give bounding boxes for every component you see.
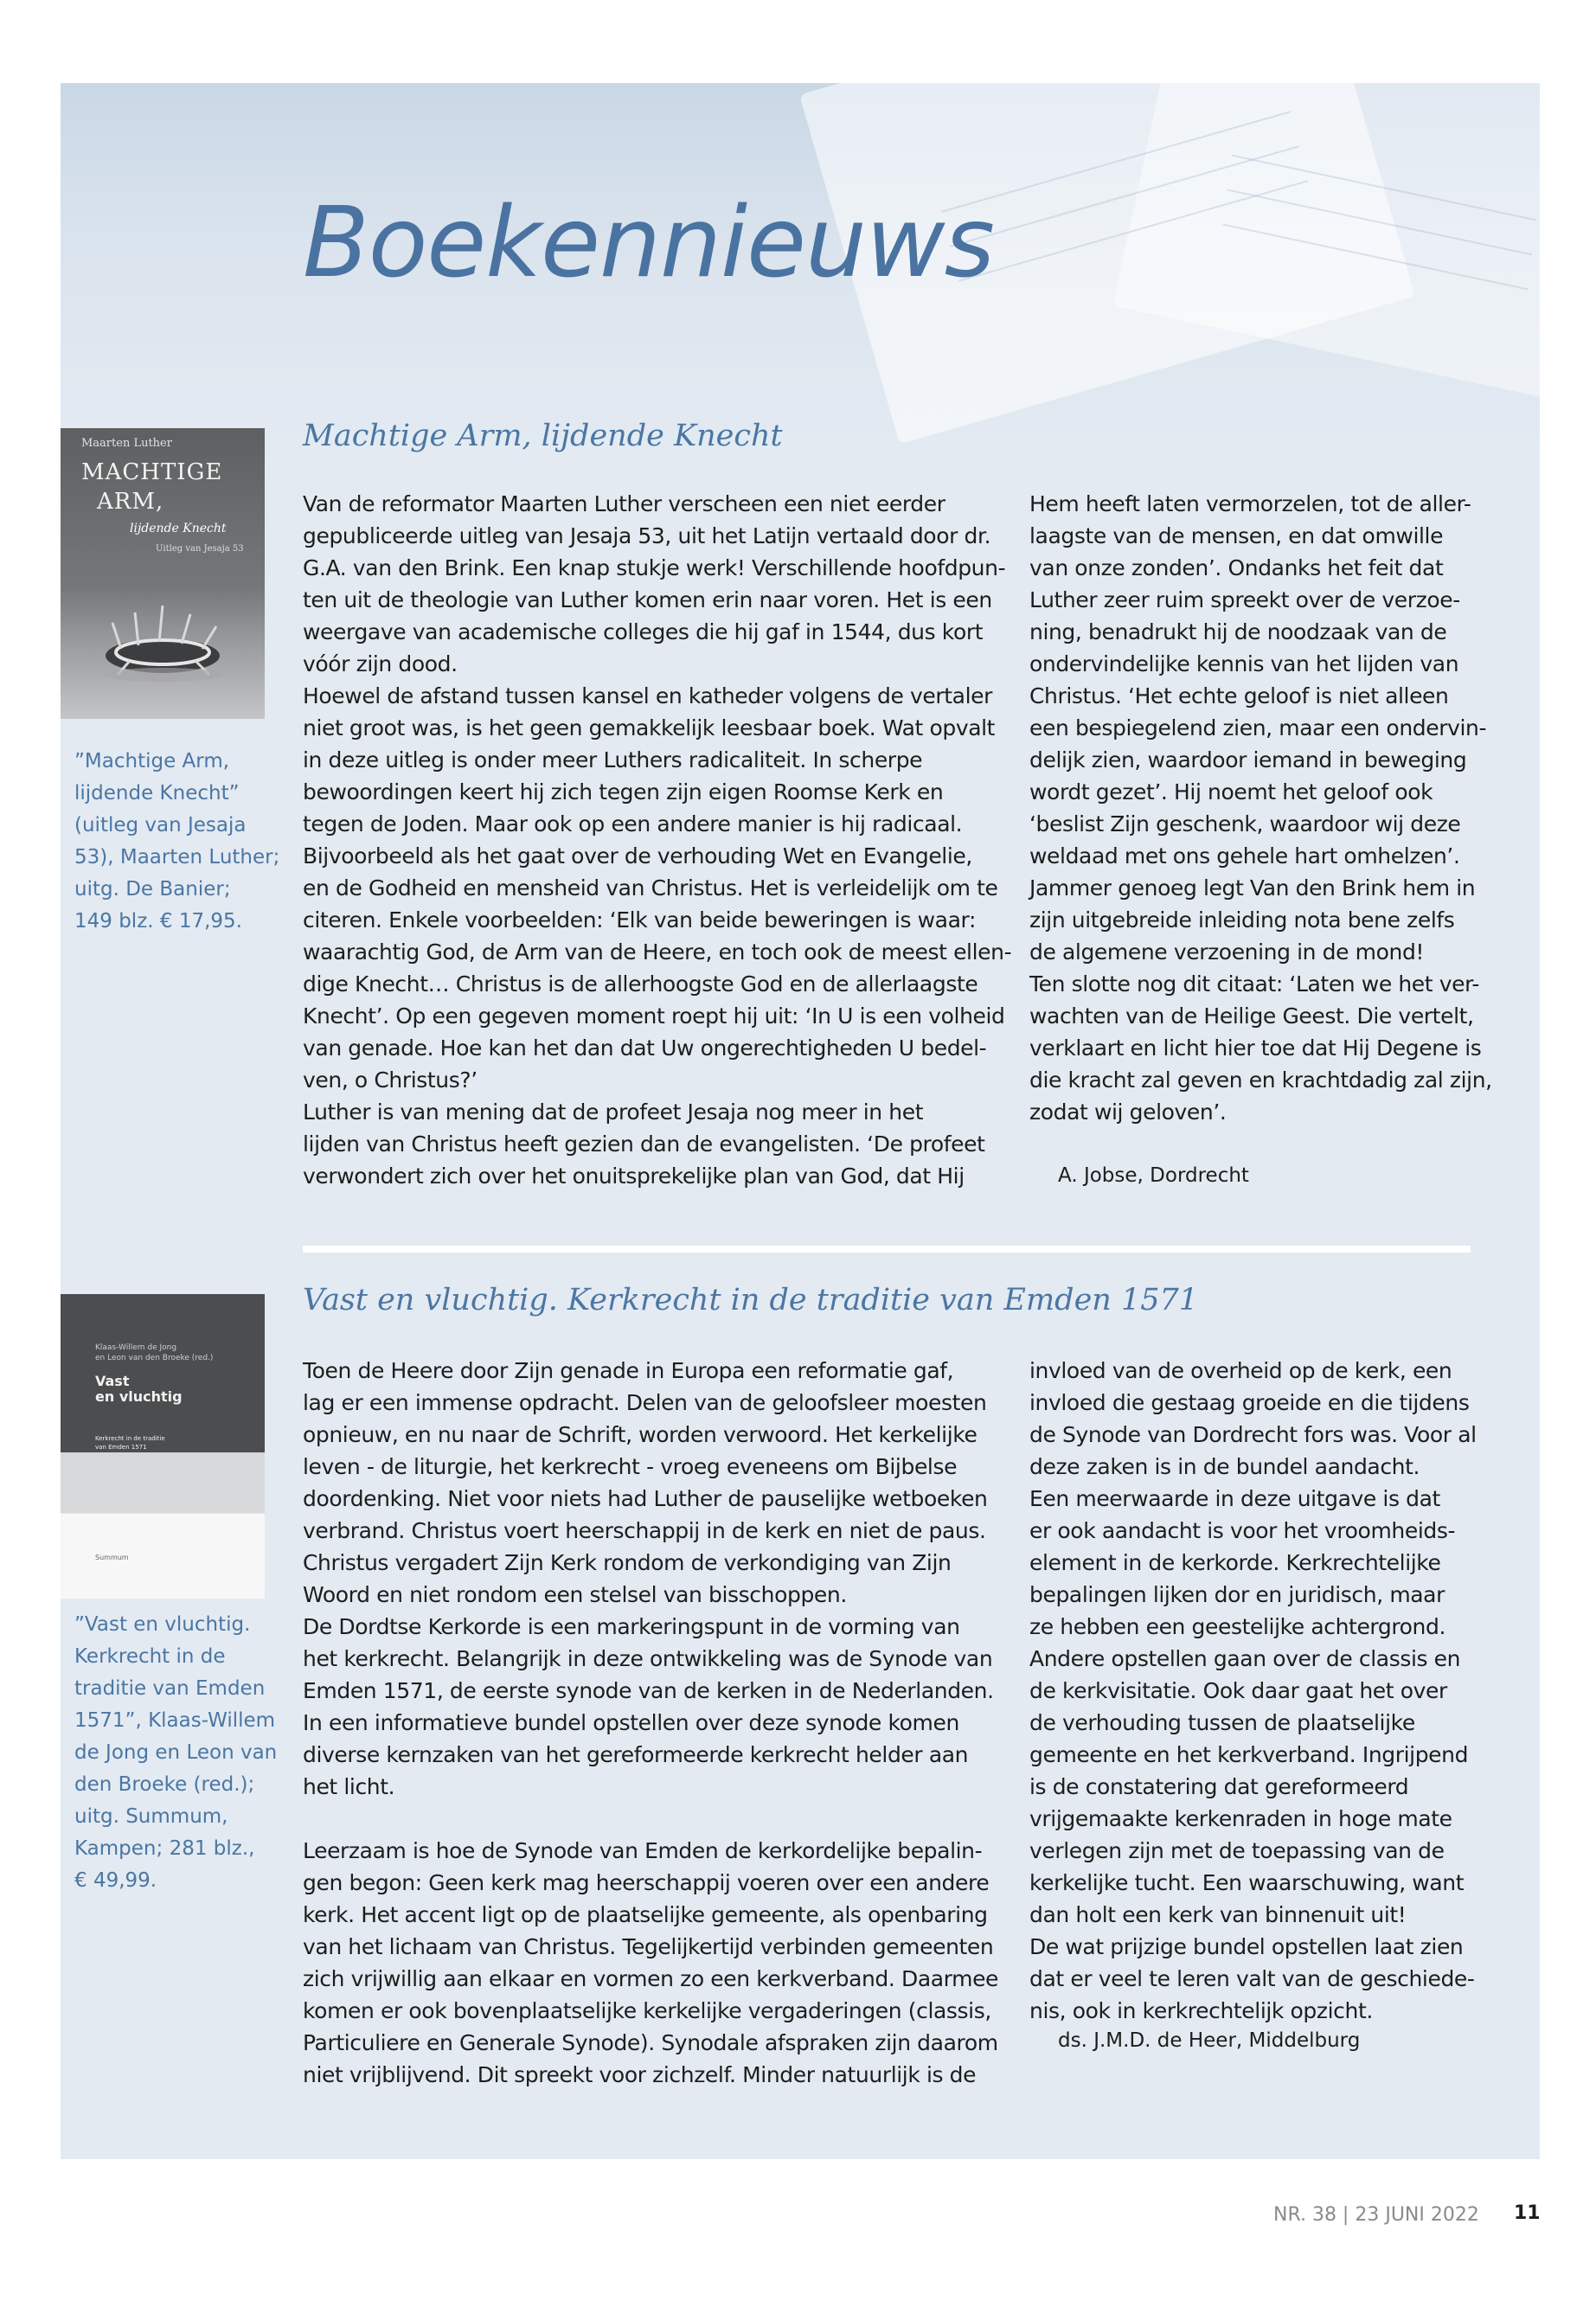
cover-small-text: Uitleg van Jesaja 53 [156, 544, 244, 554]
article-body-column: Van de reformator Maarten Luther verscheen een niet eerder gepubliceerde uitleg van Jesaja 53, uit het Latijn vertaald door dr. G.A. van den Brink. Een knap stukje werk! Verschillende hoofdpun- ten uit de theologie van Luther komen erin naar voren. Het is een weergave van academische colleges die hij gaf in 1544, dus kort vóór zijn dood. Hoewel de afstand tussen kansel en katheder volgens de vertaler niet groot was, is het geen gemakkelijk leesbaar boek. Wat opvalt in deze uitleg is onder meer Luthers radicaliteit. In scherpe bewoordingen keert hij zich tegen zijn eigen Roomse Kerk en tegen de Joden. Maar ook op een andere manier is hij radicaal. Bijvoorbeeld als het gaat over de verhouding Wet en Evangelie, en de Godheid en mensheid van Christus. Het is verleidelijk om te citeren. Enkele voorbeelden: ‘Elk van beide beweringen is waar: waarachtig God, de Arm van de Heere, en toch ook de meest ellen- dige Knecht… Christus is de allerhoogste God en de allerlaagste Knecht’. Op een gegeven moment roept hij uit: ‘In U is een volheid van genade. Hoe kan het dan dat Uw ongerechtigheden U bedel- ven, o Christus?’ Luther is van mening dat de profeet Jesaja nog meer in het lijden van Christus heeft gezien dan de evangelisten. ‘De profeet verwondert zich over het onuitsprekelijke plan van God, dat Hij [303, 491, 1012, 1189]
article-body-column: Hem heeft laten vermorzelen, tot de aller- laagste van de mensen, en dat omwille van onze zonden’. Ondanks het feit dat Luther zeer ruim spreekt over de verzoe- ning, benadrukt hij de noodzaak van de ondervindelijke kennis van het lijden van Christus. ‘Het echte geloof is niet alleen een bespiegelend zien, maar een ondervin- delijk zien, waardoor iemand in beweging wordt gezet’. Hij noemt het geloof ook ‘beslist Zijn geschenk, waardoor wij deze weldaad met ons gehele hart omhelzen’. Jammer genoeg legt Van den Brink hem in zijn uitgebreide inleiding nota bene zelfs de algemene verzoening in de mond! Ten slotte nog dit citaat: ‘Laten we het ver- wachten van de Heilige Geest. Die vertelt, verklaart en licht hier toe dat Hij Degene is die kracht zal geven en krachtdadig zal zijn, zodat wij geloven’. [1029, 491, 1492, 1125]
book-cover-vast-en-vluchtig [61, 1294, 265, 1599]
article-body-column: invloed van de overheid op de kerk, een invloed die gestaag groeide en die tijdens de Synode van Dordrecht fors was. Voor al deze zaken is in de bundel aandacht. Een meerwaarde in deze uitgave is dat er ook aandacht is voor het vroomheids- element in de kerkorde. Kerkrechtelijke bepalingen lijken dor en juridisch, maar ze hebben een geestelijke achtergrond. Andere opstellen gaan over de classis en de kerkvisitatie. Ook daar gaat het over de verhouding tussen de plaatselijke gemeente en het kerkverband. Ingrijpend is de constatering dat gereformeerd vrijgemaakte kerkenraden in hoge mate verlegen zijn met de toepassing van de kerkelijke tucht. Een waarschuwing, want dan holt een kerk van binnenuit uit! De wat prijzige bundel opstellen laat zien dat er veel te leren valt van de geschiede- nis, ook in kerkrechtelijk opzicht. [1029, 1358, 1477, 2023]
article-signature: A. Jobse, Dordrecht [1058, 1164, 1249, 1187]
cover-author: Maarten Luther [81, 437, 172, 450]
cover-title: MACHTIGE [81, 459, 223, 485]
article-signature: ds. J.M.D. de Heer, Middelburg [1058, 2029, 1361, 2052]
page-title: Boekennieuws [303, 187, 994, 299]
article-body-column: Toen de Heere door Zijn genade in Europa een reformatie gaf, lag er een immense opdracht. Delen van de geloofsleer moesten opnieuw, en nu naar de Schrift, worden verwoord. Het kerkelijke leven - de liturgie, het kerkrecht - vroeg eveneens om Bijbelse doordenking. Niet voor niets had Luther de pauselijke wetboeken verbrand. Christus voert heerschappij in de kerk en niet de paus. Christus vergadert Zijn Kerk rondom de verkondiging van Zijn Woord en niet rondom een stelsel van bisschoppen. De Dordtse Kerkorde is een markeringspunt in de vorming van het kerkrecht. Belangrijk in deze ontwikkeling was de Synode van Emden 1571, de eerste synode van de kerken in de Nederlanden. In een informatieve bundel opstellen over deze synode komen diverse kernzaken van het gereformeerde kerkrecht helder aan het licht. Leerzaam is hoe de Synode van Emden de kerkordelijke bepalin- gen begon: Geen kerk mag heerschappij voeren over een andere kerk. Het accent ligt op de plaatselijke gemeente, als openbaring van het lichaam van Christus. Tegelijkertijd verbinden gemeenten zich vrijwillig aan elkaar en vormen zo een kerkverband. Daarmee komen er ook bovenplaatselijke kerkelijke vergaderingen (classis, Particuliere en Generale Synode). Synodale afspraken zijn daarom niet vrijblijvend. Dit spreekt voor zichzelf. Minder natuurlijk is de [303, 1358, 999, 2087]
cover-subtitle: Kerkrecht in de traditie van Emden 1571 [95, 1435, 165, 1451]
book-caption: ”Machtige Arm, lijdende Knecht” (uitleg van Jesaja 53), Maarten Luther; uitg. De Banier; 149 blz. € 17,95. [74, 750, 280, 933]
article-title: Machtige Arm, lijdende Knecht [303, 419, 783, 453]
crown-of-thorns-image [95, 588, 230, 683]
cover-author: Klaas-Willem de Jong en Leon van den Broeke (red.) [95, 1343, 214, 1362]
cover-title: ARM, [97, 489, 164, 515]
article-title: Vast en vluchtig. Kerkrecht in de traditie van Emden 1571 [303, 1283, 1199, 1317]
page-number: 11 [1514, 2202, 1541, 2224]
cover-publisher: Summum [95, 1554, 129, 1561]
book-cover-machtige-arm [61, 428, 265, 719]
cover-subtitle: lijdende Knecht [130, 522, 227, 535]
issue-info: NR. 38 | 23 JUNI 2022 [1273, 2204, 1479, 2226]
section-divider [303, 1246, 1471, 1253]
cover-title: Vast en vluchtig [95, 1373, 183, 1405]
book-caption: ”Vast en vluchtig. Kerkrecht in de traditie van Emden 1571”, Klaas-Willem de Jong en Leon van den Broeke (red.); uitg. Summum, Kampen; 281 blz., € 49,99. [74, 1613, 278, 1892]
